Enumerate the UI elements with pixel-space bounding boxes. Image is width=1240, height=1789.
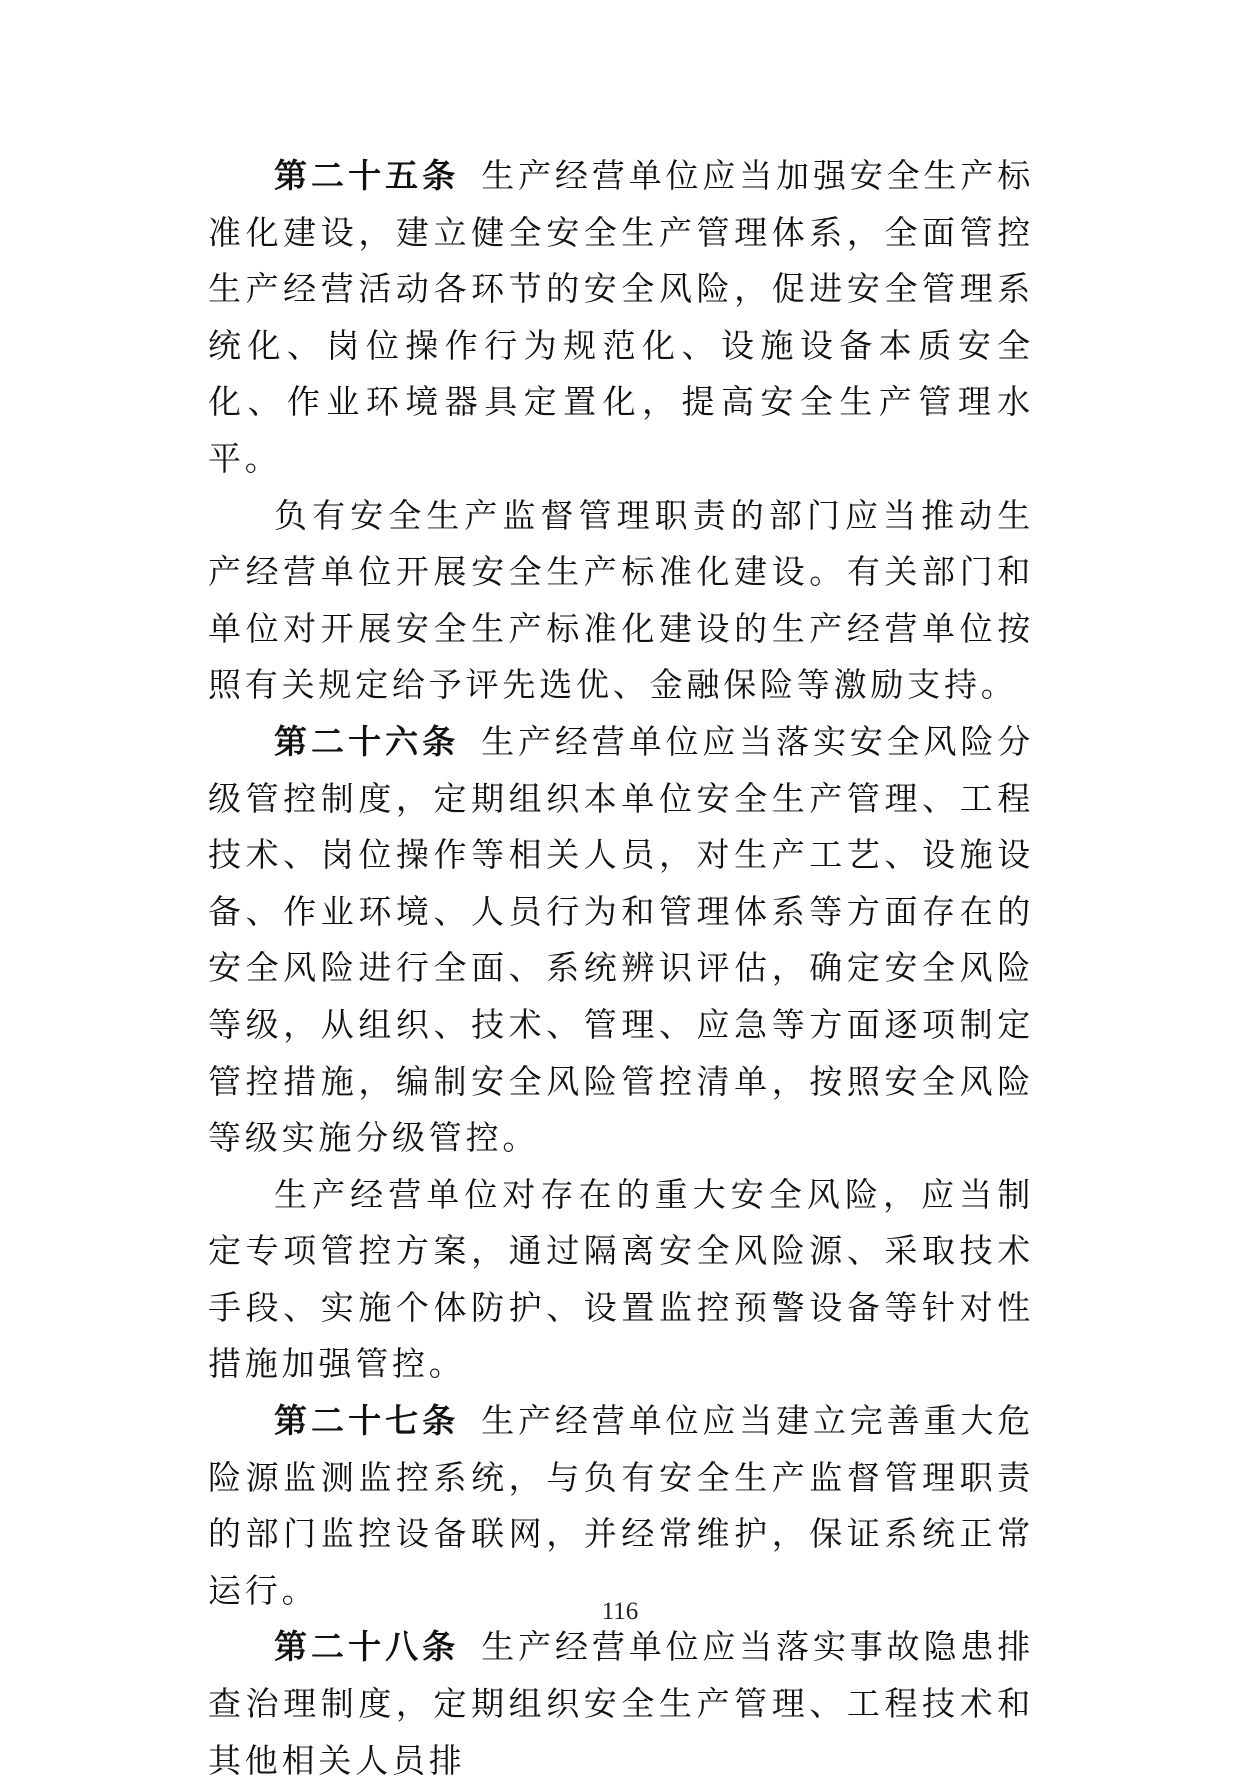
paragraph-text: 生产经营单位应当加强安全生产标准化建设，建立健全安全生产管理体系，全面管控生产经营活动各环节的安全风险，促进安全管理系统化、岗位操作行为规范化、设施设备本质安全化、作业环境器具定置化，提高安全生产管理水平。 bbox=[208, 156, 1034, 478]
paragraph-article-26-continued bbox=[208, 1167, 1034, 1393]
paragraph-article-26 bbox=[208, 714, 1034, 1167]
paragraph-text: 生产经营单位应当建立完善重大危险源监测监控系统，与负有安全生产监督管理职责的部门监控设备联网，并经常维护，保证系统正常运行。 bbox=[208, 1401, 1034, 1610]
document-body bbox=[208, 148, 1034, 1789]
paragraph-article-25-continued bbox=[208, 488, 1034, 714]
paragraph-article-25 bbox=[208, 148, 1034, 488]
article-number: 第二十六条 bbox=[274, 721, 460, 761]
paragraph-text: 生产经营单位应当落实安全风险分级管控制度，定期组织本单位安全生产管理、工程技术、岗位操作等相关人员，对生产工艺、设施设备、作业环境、人员行为和管理体系等方面存在的安全风险进行全面、系统辨识评估，确定安全风险等级，从组织、技术、管理、应急等方面逐项制定管控措施，编制安全风险管控清单，按照安全风险等级实施分级管控。 bbox=[208, 721, 1034, 1158]
paragraph-article-28 bbox=[208, 1619, 1034, 1789]
paragraph-text: 生产经营单位对存在的重大安全风险，应当制定专项管控方案，通过隔离安全风险源、采取技术手段、实施个体防护、设置监控预警设备等针对性措施加强管控。 bbox=[208, 1174, 1034, 1384]
article-number: 第二十八条 bbox=[274, 1627, 460, 1667]
paragraph-article-27 bbox=[208, 1393, 1034, 1619]
article-number: 第二十五条 bbox=[274, 156, 460, 195]
paragraph-text: 负有安全生产监督管理职责的部门应当推动生产经营单位开展安全生产标准化建设。有关部门和单位对开展安全生产标准化建设的生产经营单位按照有关规定给予评先选优、金融保险等激励支持。 bbox=[208, 495, 1034, 705]
page-number: 116 bbox=[601, 1598, 639, 1625]
paragraph-text: 生产经营单位应当落实事故隐患排查治理制度，定期组织安全生产管理、工程技术和其他相关人员排 bbox=[208, 1627, 1034, 1780]
article-number: 第二十七条 bbox=[274, 1401, 460, 1441]
